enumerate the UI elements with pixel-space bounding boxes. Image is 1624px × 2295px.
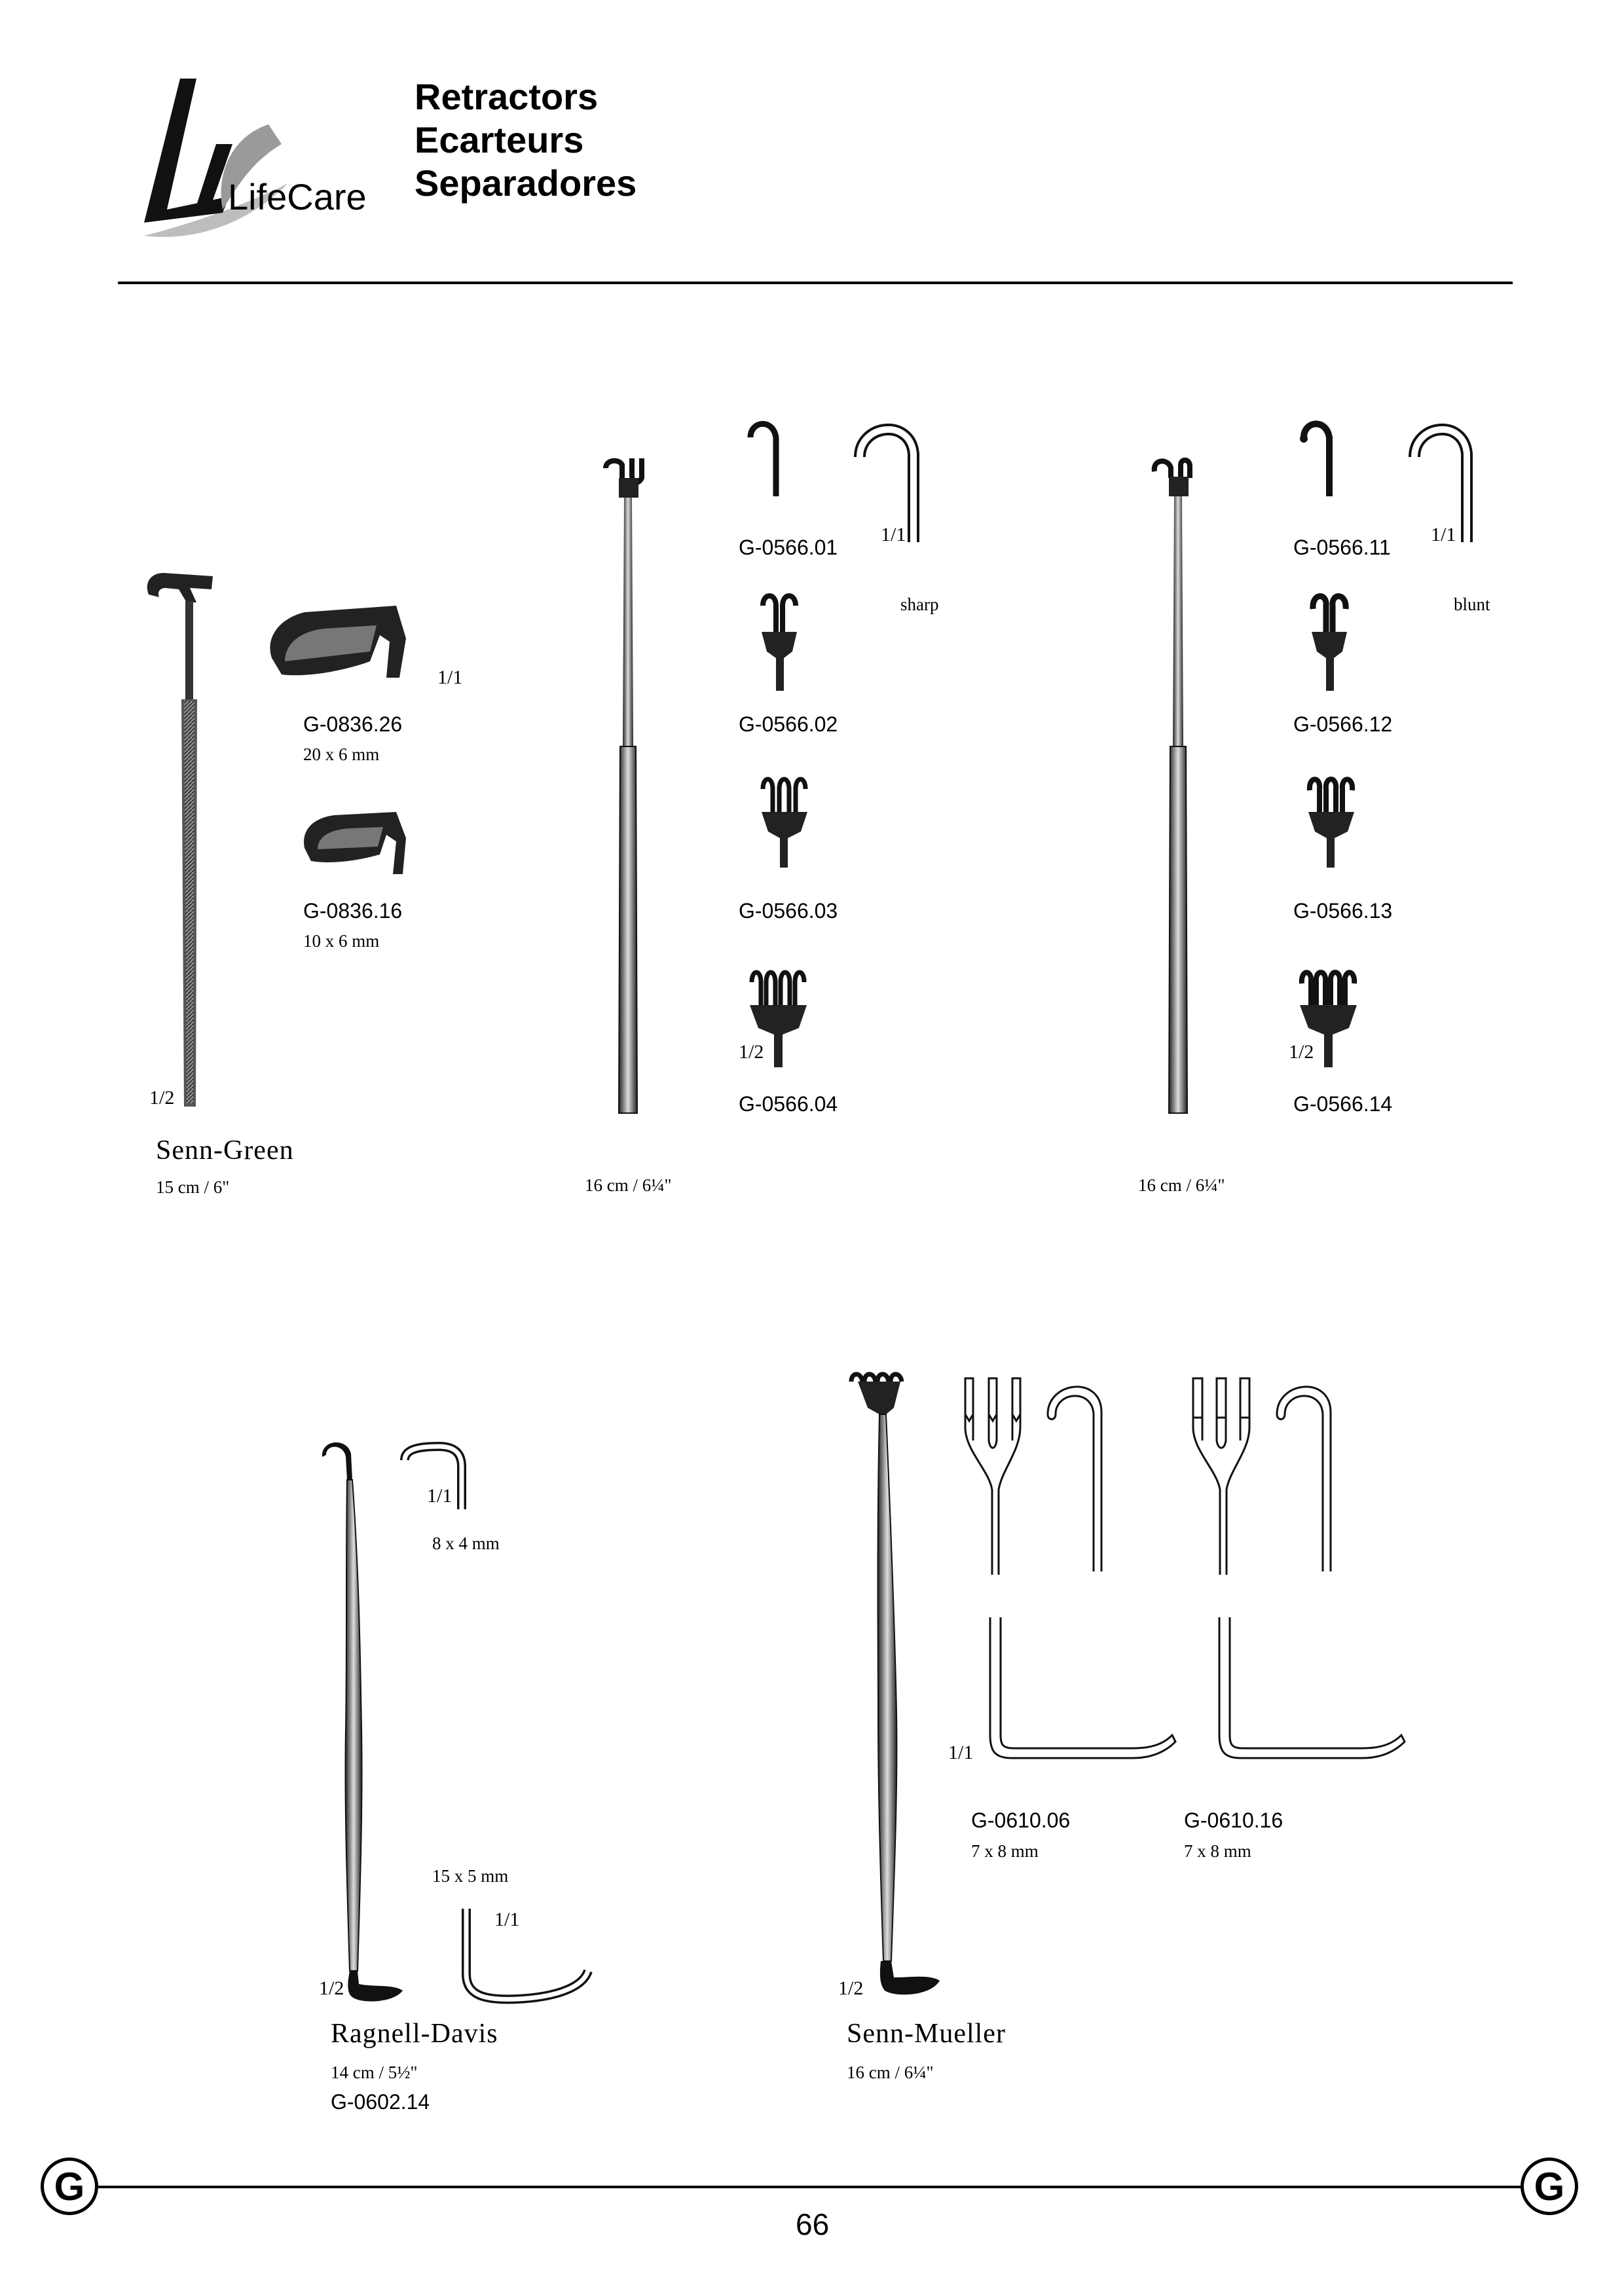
title-english: Retractors (415, 76, 599, 117)
blunt-item-2-code: G-0566.12 (1293, 712, 1393, 736)
senn-mueller-item-1-code: G-0610.06 (971, 1808, 1071, 1832)
lifecare-logo-mark (118, 72, 367, 262)
ragnell-davis-scale-full-top: 1/1 (427, 1485, 452, 1507)
senn-mueller-name: Senn-Mueller (847, 2019, 1006, 2049)
blunt-scale-half: 1/2 (1289, 1041, 1314, 1063)
sharp-hook-profile-small-image (747, 418, 786, 496)
senn-green-name: Senn-Green (156, 1135, 294, 1166)
blunt-note: blunt (1454, 595, 1490, 614)
sharp-scale-half: 1/2 (739, 1041, 764, 1063)
senn-mueller-scale-half: 1/2 (838, 1977, 864, 1999)
ragnell-davis-size-bottom: 15 x 5 mm (432, 1866, 509, 1886)
sharp-2-prong-head-image (756, 593, 802, 691)
blunt-scale-full: 1/1 (1431, 524, 1456, 545)
lifecare-logo (118, 72, 367, 262)
ragnell-davis-length: 14 cm / 5½" (331, 2063, 418, 2082)
header-rule (118, 282, 1513, 284)
logo-text: LifeCare (228, 176, 367, 217)
blunt-item-1-code: G-0566.11 (1293, 536, 1391, 559)
senn-mueller-fork-2-side-image (1270, 1375, 1349, 1571)
ragnell-davis-size-top: 8 x 4 mm (432, 1533, 500, 1553)
senn-green-length: 15 cm / 6" (156, 1177, 230, 1197)
blunt-item-4-code: G-0566.14 (1293, 1092, 1393, 1116)
senn-mueller-blade-2-image (1211, 1617, 1408, 1774)
sharp-note: sharp (900, 595, 939, 614)
blunt-length: 16 cm / 6¼" (1138, 1175, 1225, 1195)
section-marker-right: G (1521, 2157, 1578, 2215)
senn-green-scale-full: 1/1 (437, 667, 463, 688)
blunt-3-prong-head-image (1303, 776, 1356, 868)
sharp-scale-full: 1/1 (881, 524, 906, 545)
senn-mueller-scale-full: 1/1 (948, 1742, 974, 1763)
senn-mueller-blade-1-image (982, 1617, 1179, 1774)
senn-mueller-instrument-image (848, 1372, 953, 2007)
senn-mueller-fork-1-side-image (1041, 1375, 1120, 1571)
blunt-hook-profile-small-image (1300, 418, 1339, 496)
senn-green-item-1-size: 20 x 6 mm (303, 744, 380, 764)
blunt-retractor-instrument-image (1149, 458, 1202, 1120)
sharp-item-2-code: G-0566.02 (739, 712, 838, 736)
sharp-item-1-code: G-0566.01 (739, 536, 838, 559)
senn-green-blade-small-image (298, 802, 416, 881)
senn-green-item-2-size: 10 x 6 mm (303, 931, 380, 951)
section-marker-left: G (41, 2157, 98, 2215)
ragnell-davis-hook-bottom-image (458, 1909, 596, 2007)
sharp-item-3-code: G-0566.03 (739, 899, 838, 923)
ragnell-davis-code: G-0602.14 (331, 2090, 430, 2114)
senn-mueller-item-2-code: G-0610.16 (1184, 1808, 1283, 1832)
footer-rule (92, 2186, 1532, 2188)
sharp-item-4-code: G-0566.04 (739, 1092, 838, 1116)
senn-mueller-length: 16 cm / 6¼" (847, 2063, 934, 2082)
senn-green-item-2-code: G-0836.16 (303, 899, 403, 923)
blunt-2-prong-head-image (1306, 593, 1352, 691)
ragnell-davis-scale-half: 1/2 (319, 1977, 344, 1999)
ragnell-davis-name: Ragnell-Davis (331, 2019, 498, 2049)
senn-mueller-fork-2-front-image (1190, 1378, 1269, 1575)
title-french: Ecarteurs (415, 119, 584, 160)
sharp-3-prong-head-image (756, 776, 809, 868)
senn-green-item-1-code: G-0836.26 (303, 712, 403, 736)
sharp-length: 16 cm / 6¼" (585, 1175, 672, 1195)
senn-green-scale-half: 1/2 (149, 1087, 175, 1109)
sharp-retractor-instrument-image (599, 458, 652, 1120)
senn-mueller-item-2-size: 7 x 8 mm (1184, 1841, 1251, 1861)
title-spanish: Separadores (415, 162, 637, 204)
senn-green-instrument-image (141, 570, 219, 1120)
page-number: 66 (796, 2207, 830, 2241)
senn-mueller-item-1-size: 7 x 8 mm (971, 1841, 1039, 1861)
senn-green-blade-large-image (265, 599, 416, 697)
ragnell-davis-instrument-image (321, 1441, 419, 2010)
blunt-item-3-code: G-0566.13 (1293, 899, 1393, 923)
ragnell-davis-scale-full-bottom: 1/1 (494, 1909, 520, 1930)
senn-mueller-fork-1-front-image (963, 1378, 1041, 1575)
